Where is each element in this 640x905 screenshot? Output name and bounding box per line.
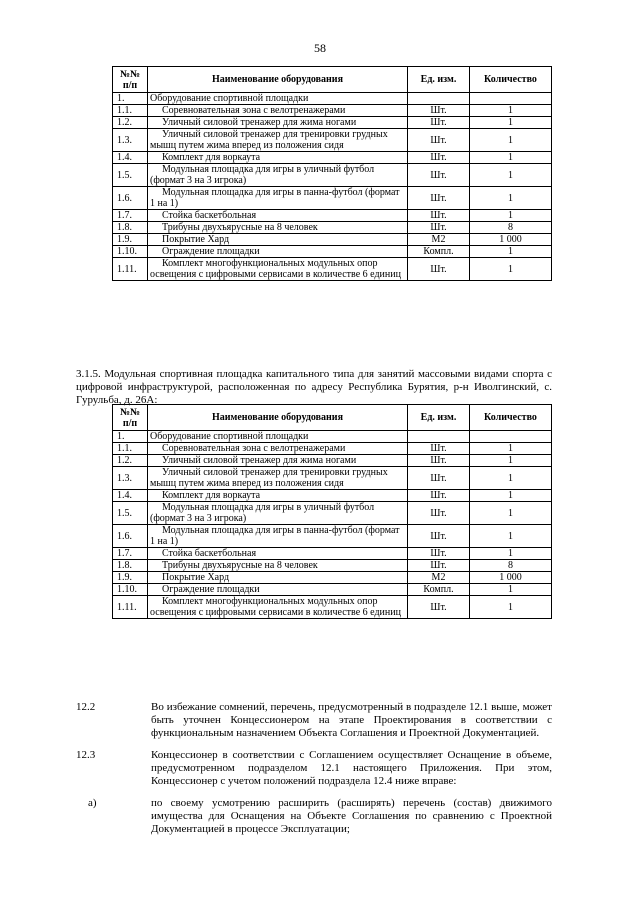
row-number: 1.8. (113, 222, 148, 234)
row-quantity: 1 (470, 490, 552, 502)
row-unit: Шт. (408, 596, 470, 619)
row-quantity: 1 (470, 164, 552, 187)
row-unit: Шт. (408, 152, 470, 164)
row-equipment-name: Модульная площадка для игры в уличный футбол (формат 3 на 3 игрока) (148, 164, 408, 187)
row-number: 1.5. (113, 164, 148, 187)
table-row (113, 596, 552, 619)
row-unit: Компл. (408, 584, 470, 596)
row-equipment-name: Ограждение площадки (148, 246, 408, 258)
row-number: 1.11. (113, 258, 148, 281)
row-unit: Шт. (408, 105, 470, 117)
row-unit: Шт. (408, 187, 470, 210)
header-qty: Количество (470, 405, 552, 431)
row-number: 1.1. (113, 443, 148, 455)
row-number: 1.6. (113, 187, 148, 210)
row-quantity: 1 (470, 467, 552, 490)
table-row (113, 560, 552, 572)
row-unit: Шт. (408, 258, 470, 281)
row-quantity: 1 000 (470, 572, 552, 584)
row-number: 1. (113, 431, 148, 443)
table-row (113, 525, 552, 548)
row-equipment-name: Комплект многофункциональных модульных опор освещения с цифровыми сервисами в количестве 6 единиц (148, 596, 408, 619)
row-unit: Шт. (408, 502, 470, 525)
table-row (113, 210, 552, 222)
row-equipment-name: Комплект для воркаута (148, 152, 408, 164)
row-number: 1.1. (113, 105, 148, 117)
table-row (113, 467, 552, 490)
row-number: 1.9. (113, 234, 148, 246)
row-quantity: 8 (470, 222, 552, 234)
table-row (113, 246, 552, 258)
header-unit: Ед. изм. (408, 67, 470, 93)
table-2-body (113, 431, 552, 619)
row-quantity (470, 431, 552, 443)
row-unit: Шт. (408, 490, 470, 502)
row-quantity: 1 (470, 105, 552, 117)
row-equipment-name: Покрытие Хард (148, 572, 408, 584)
table-row (113, 548, 552, 560)
table-row (113, 258, 552, 281)
row-quantity: 1 (470, 246, 552, 258)
table-row (113, 93, 552, 105)
header-qty: Количество (470, 67, 552, 93)
clause-text: Во избежание сомнений, перечень, предусмотренный в подразделе 12.1 выше, может быть уточнен Концессионером на этапе Проектирования в соответствии с функциональным назначением Объекта Соглашения и Проектной Документацией. (151, 701, 552, 739)
row-number: 1.2. (113, 117, 148, 129)
table-row (113, 152, 552, 164)
row-unit: Шт. (408, 210, 470, 222)
row-number: 1. (113, 93, 148, 105)
row-quantity (470, 93, 552, 105)
table-1-body (113, 93, 552, 281)
row-equipment-name: Соревновательная зона с велотренажерами (148, 105, 408, 117)
row-equipment-name: Стойка баскетбольная (148, 210, 408, 222)
table-row (113, 117, 552, 129)
equipment-table-2 (112, 404, 552, 619)
row-equipment-name: Покрытие Хард (148, 234, 408, 246)
row-equipment-name: Комплект для воркаута (148, 490, 408, 502)
table-row (113, 572, 552, 584)
header-unit: Ед. изм. (408, 405, 470, 431)
row-number: 1.10. (113, 246, 148, 258)
section-3-1-5: 3.1.5. Модульная спортивная площадка капитального типа для занятий массовыми видами спорта с цифровой инфраструктурой, расположенная по адресу Республика Бурятия, р-н Иволгинский, с. Гурульба, д. 26А: (76, 368, 552, 406)
row-number: 1.3. (113, 467, 148, 490)
table-row (113, 129, 552, 152)
row-unit: Шт. (408, 525, 470, 548)
row-equipment-name: Соревновательная зона с велотренажерами (148, 443, 408, 455)
row-equipment-name: Стойка баскетбольная (148, 548, 408, 560)
row-quantity: 1 (470, 152, 552, 164)
equipment-table-1 (112, 66, 552, 281)
table-row (113, 187, 552, 210)
row-number: 1.9. (113, 572, 148, 584)
row-unit: Шт. (408, 455, 470, 467)
table-row (113, 443, 552, 455)
row-quantity: 1 (470, 129, 552, 152)
row-quantity: 1 (470, 443, 552, 455)
row-unit: Компл. (408, 246, 470, 258)
row-unit: Шт. (408, 560, 470, 572)
row-equipment-name: Модульная площадка для игры в панна-футбол (формат 1 на 1) (148, 525, 408, 548)
row-number: 1.4. (113, 490, 148, 502)
header-name: Наименование оборудования (148, 67, 408, 93)
row-unit (408, 431, 470, 443)
row-number: 1.10. (113, 584, 148, 596)
row-number: 1.8. (113, 560, 148, 572)
sub-item-text: по своему усмотрению расширить (расширять) перечень (состав) движимого имущества для Оснащения на Объекте Соглашения по сравнению с Проектной Документацией в процессе Эксплуатации; (151, 797, 552, 835)
table-row (113, 431, 552, 443)
row-equipment-name: Модульная площадка для игры в уличный футбол (формат 3 на 3 игрока) (148, 502, 408, 525)
table-row (113, 222, 552, 234)
row-equipment-name: Оборудование спортивной площадки (148, 93, 408, 105)
page-number: 58 (314, 41, 326, 55)
row-equipment-name: Модульная площадка для игры в панна-футбол (формат 1 на 1) (148, 187, 408, 210)
row-number: 1.6. (113, 525, 148, 548)
row-number: 1.11. (113, 596, 148, 619)
row-number: 1.2. (113, 455, 148, 467)
row-quantity: 1 000 (470, 234, 552, 246)
table-row (113, 164, 552, 187)
row-unit: Шт. (408, 467, 470, 490)
row-quantity: 1 (470, 187, 552, 210)
clause-text: Концессионер в соответствии с Соглашением осуществляет Оснащение в объеме, предусмотренном подразделом 12.1 настоящего Приложения. При этом, Концессионер с учетом положений подраздела 12.4 ниже вправе: (151, 749, 552, 787)
row-equipment-name: Комплект многофункциональных модульных опор освещения с цифровыми сервисами в количестве 6 единиц (148, 258, 408, 281)
row-quantity: 8 (470, 560, 552, 572)
row-unit: Шт. (408, 443, 470, 455)
table-row (113, 584, 552, 596)
row-number: 1.3. (113, 129, 148, 152)
row-quantity: 1 (470, 210, 552, 222)
clause-number: 12.3 (76, 749, 96, 761)
row-unit: М2 (408, 572, 470, 584)
table-row (113, 105, 552, 117)
row-equipment-name: Оборудование спортивной площадки (148, 431, 408, 443)
row-number: 1.7. (113, 210, 148, 222)
header-num: №№ п/п (113, 405, 148, 431)
row-equipment-name: Уличный силовой тренажер для тренировки грудных мышц путем жима вперед из положения сидя (148, 129, 408, 152)
row-number: 1.5. (113, 502, 148, 525)
row-quantity: 1 (470, 596, 552, 619)
table-row (113, 490, 552, 502)
row-quantity: 1 (470, 548, 552, 560)
row-unit: Шт. (408, 222, 470, 234)
row-quantity: 1 (470, 117, 552, 129)
row-quantity: 1 (470, 455, 552, 467)
row-unit: Шт. (408, 164, 470, 187)
row-unit (408, 93, 470, 105)
row-quantity: 1 (470, 502, 552, 525)
row-unit: Шт. (408, 117, 470, 129)
row-unit: М2 (408, 234, 470, 246)
row-unit: Шт. (408, 129, 470, 152)
row-equipment-name: Уличный силовой тренажер для жима ногами (148, 455, 408, 467)
table-row (113, 502, 552, 525)
header-num: №№ п/п (113, 67, 148, 93)
row-number: 1.7. (113, 548, 148, 560)
row-equipment-name: Трибуны двухъярусные на 8 человек (148, 560, 408, 572)
table-row (113, 234, 552, 246)
row-quantity: 1 (470, 525, 552, 548)
header-name: Наименование оборудования (148, 405, 408, 431)
row-equipment-name: Уличный силовой тренажер для жима ногами (148, 117, 408, 129)
row-equipment-name: Ограждение площадки (148, 584, 408, 596)
row-number: 1.4. (113, 152, 148, 164)
sub-item-letter: а) (88, 797, 97, 809)
row-quantity: 1 (470, 258, 552, 281)
row-equipment-name: Уличный силовой тренажер для тренировки грудных мышц путем жима вперед из положения сидя (148, 467, 408, 490)
clause-number: 12.2 (76, 701, 96, 713)
row-quantity: 1 (470, 584, 552, 596)
row-unit: Шт. (408, 548, 470, 560)
row-equipment-name: Трибуны двухъярусные на 8 человек (148, 222, 408, 234)
table-row (113, 455, 552, 467)
